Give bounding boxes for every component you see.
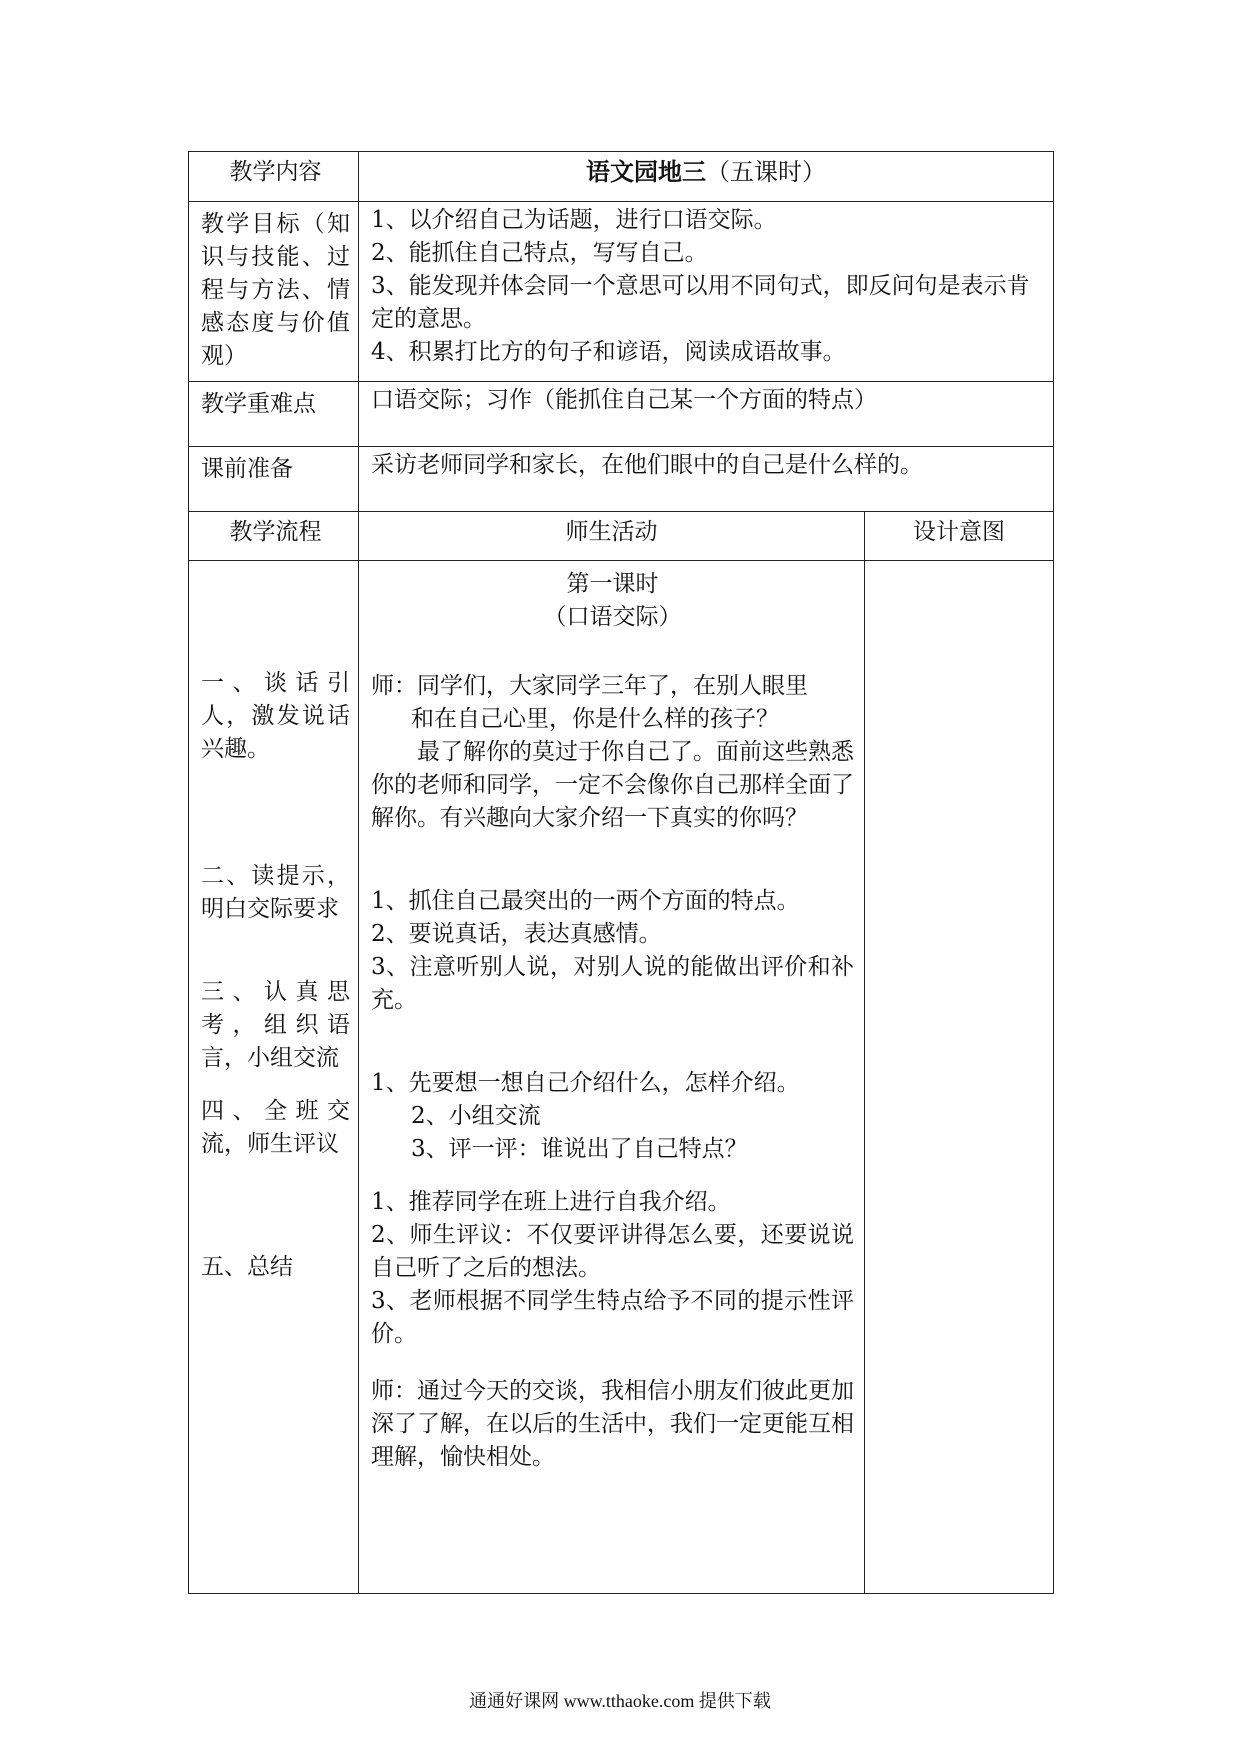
activity-line: 2、小组交流 <box>411 1103 541 1129</box>
activity-line: 2、要说真话，表达真感情。 <box>371 921 662 947</box>
step-activity <box>371 1186 854 1351</box>
activity-line: 2、师生评议：不仅要评讲得怎么要，还要说说自己听了之后的想法。 <box>371 1222 854 1281</box>
content-label: 教学内容 <box>189 152 359 202</box>
difficulty-text: 口语交际；习作（能抓住自己某一个方面的特点） <box>359 382 1054 447</box>
step-label: 二、读提示，明白交际要求 <box>201 863 350 922</box>
activity-line: 师：同学们，大家同学三年了，在别人眼里 <box>371 673 808 699</box>
lesson-period-title: 第一课时 <box>566 571 659 597</box>
step-label: 三、认真思考，组织语言，小组交流 <box>201 979 350 1071</box>
objective-item: 4、积累打比方的句子和谚语，阅读成语故事。 <box>371 339 846 365</box>
activity-line: 最了解你的莫过于你自己了。面前这些熟悉你的老师和同学，一定不会像你自己那样全面了解你。有兴趣向大家介绍一下真实的你吗？ <box>371 739 854 831</box>
step-label: 一、谈话引人，激发说话兴趣。 <box>201 670 350 762</box>
objective-item: 3、能发现并体会同一个意思可以用不同句式，即反问句是表示肯定的意思。 <box>371 273 1030 332</box>
column-header-intent: 设计意图 <box>865 512 1054 561</box>
step-label: 四、全班交流，师生评议 <box>201 1098 350 1157</box>
objectives-label: 教学目标（知识与技能、过程与方法、情感态度与价值观） <box>189 202 359 382</box>
preparation-text: 采访老师同学和家长，在他们眼中的自己是什么样的。 <box>359 447 1054 512</box>
lesson-title-main: 语文园地三 <box>586 157 706 186</box>
step-activity <box>371 1375 854 1474</box>
step-label: 五、总结 <box>201 1254 293 1280</box>
column-header-process: 教学流程 <box>189 512 359 561</box>
objective-item: 2、能抓住自己特点，写写自己。 <box>371 240 708 266</box>
lesson-plan-table <box>188 151 1054 1594</box>
lesson-title-sub: （五课时） <box>706 158 826 186</box>
objectives-content <box>359 202 1054 382</box>
activity-line: 3、老师根据不同学生特点给予不同的提示性评价。 <box>371 1288 854 1347</box>
activity-line: 1、推荐同学在班上进行自我介绍。 <box>371 1189 731 1215</box>
intent-column <box>865 561 1054 1594</box>
activity-line: 1、先要想一想自己介绍什么，怎样介绍。 <box>371 1070 800 1096</box>
objective-item: 1、以介绍自己为话题，进行口语交际。 <box>371 207 777 233</box>
difficulty-label: 教学重难点 <box>189 382 359 447</box>
column-header-activity: 师生活动 <box>359 512 865 561</box>
lesson-period-subtitle: （口语交际） <box>543 604 682 630</box>
process-column <box>189 561 359 1594</box>
activity-line: 1、抓住自己最突出的一两个方面的特点。 <box>371 888 800 914</box>
activity-column <box>359 561 865 1594</box>
activity-line: 3、评一评：谁说出了自己特点？ <box>411 1136 748 1162</box>
activity-line: 师：通过今天的交谈，我相信小朋友们彼此更加深了了解，在以后的生活中，我们一定更能互相理解，愉快相处。 <box>371 1378 854 1470</box>
activity-line: 和在自己心里，你是什么样的孩子？ <box>411 706 779 732</box>
step-activity <box>371 670 854 835</box>
footer-credit: 通通好课网 www.tthaoke.com 提供下载 <box>469 1691 771 1711</box>
preparation-label: 课前准备 <box>189 447 359 512</box>
lesson-title <box>359 152 1054 202</box>
activity-line: 3、注意听别人说，对别人说的能做出评价和补充。 <box>371 954 854 1013</box>
step-activity <box>371 1067 854 1166</box>
step-activity <box>371 885 854 1017</box>
